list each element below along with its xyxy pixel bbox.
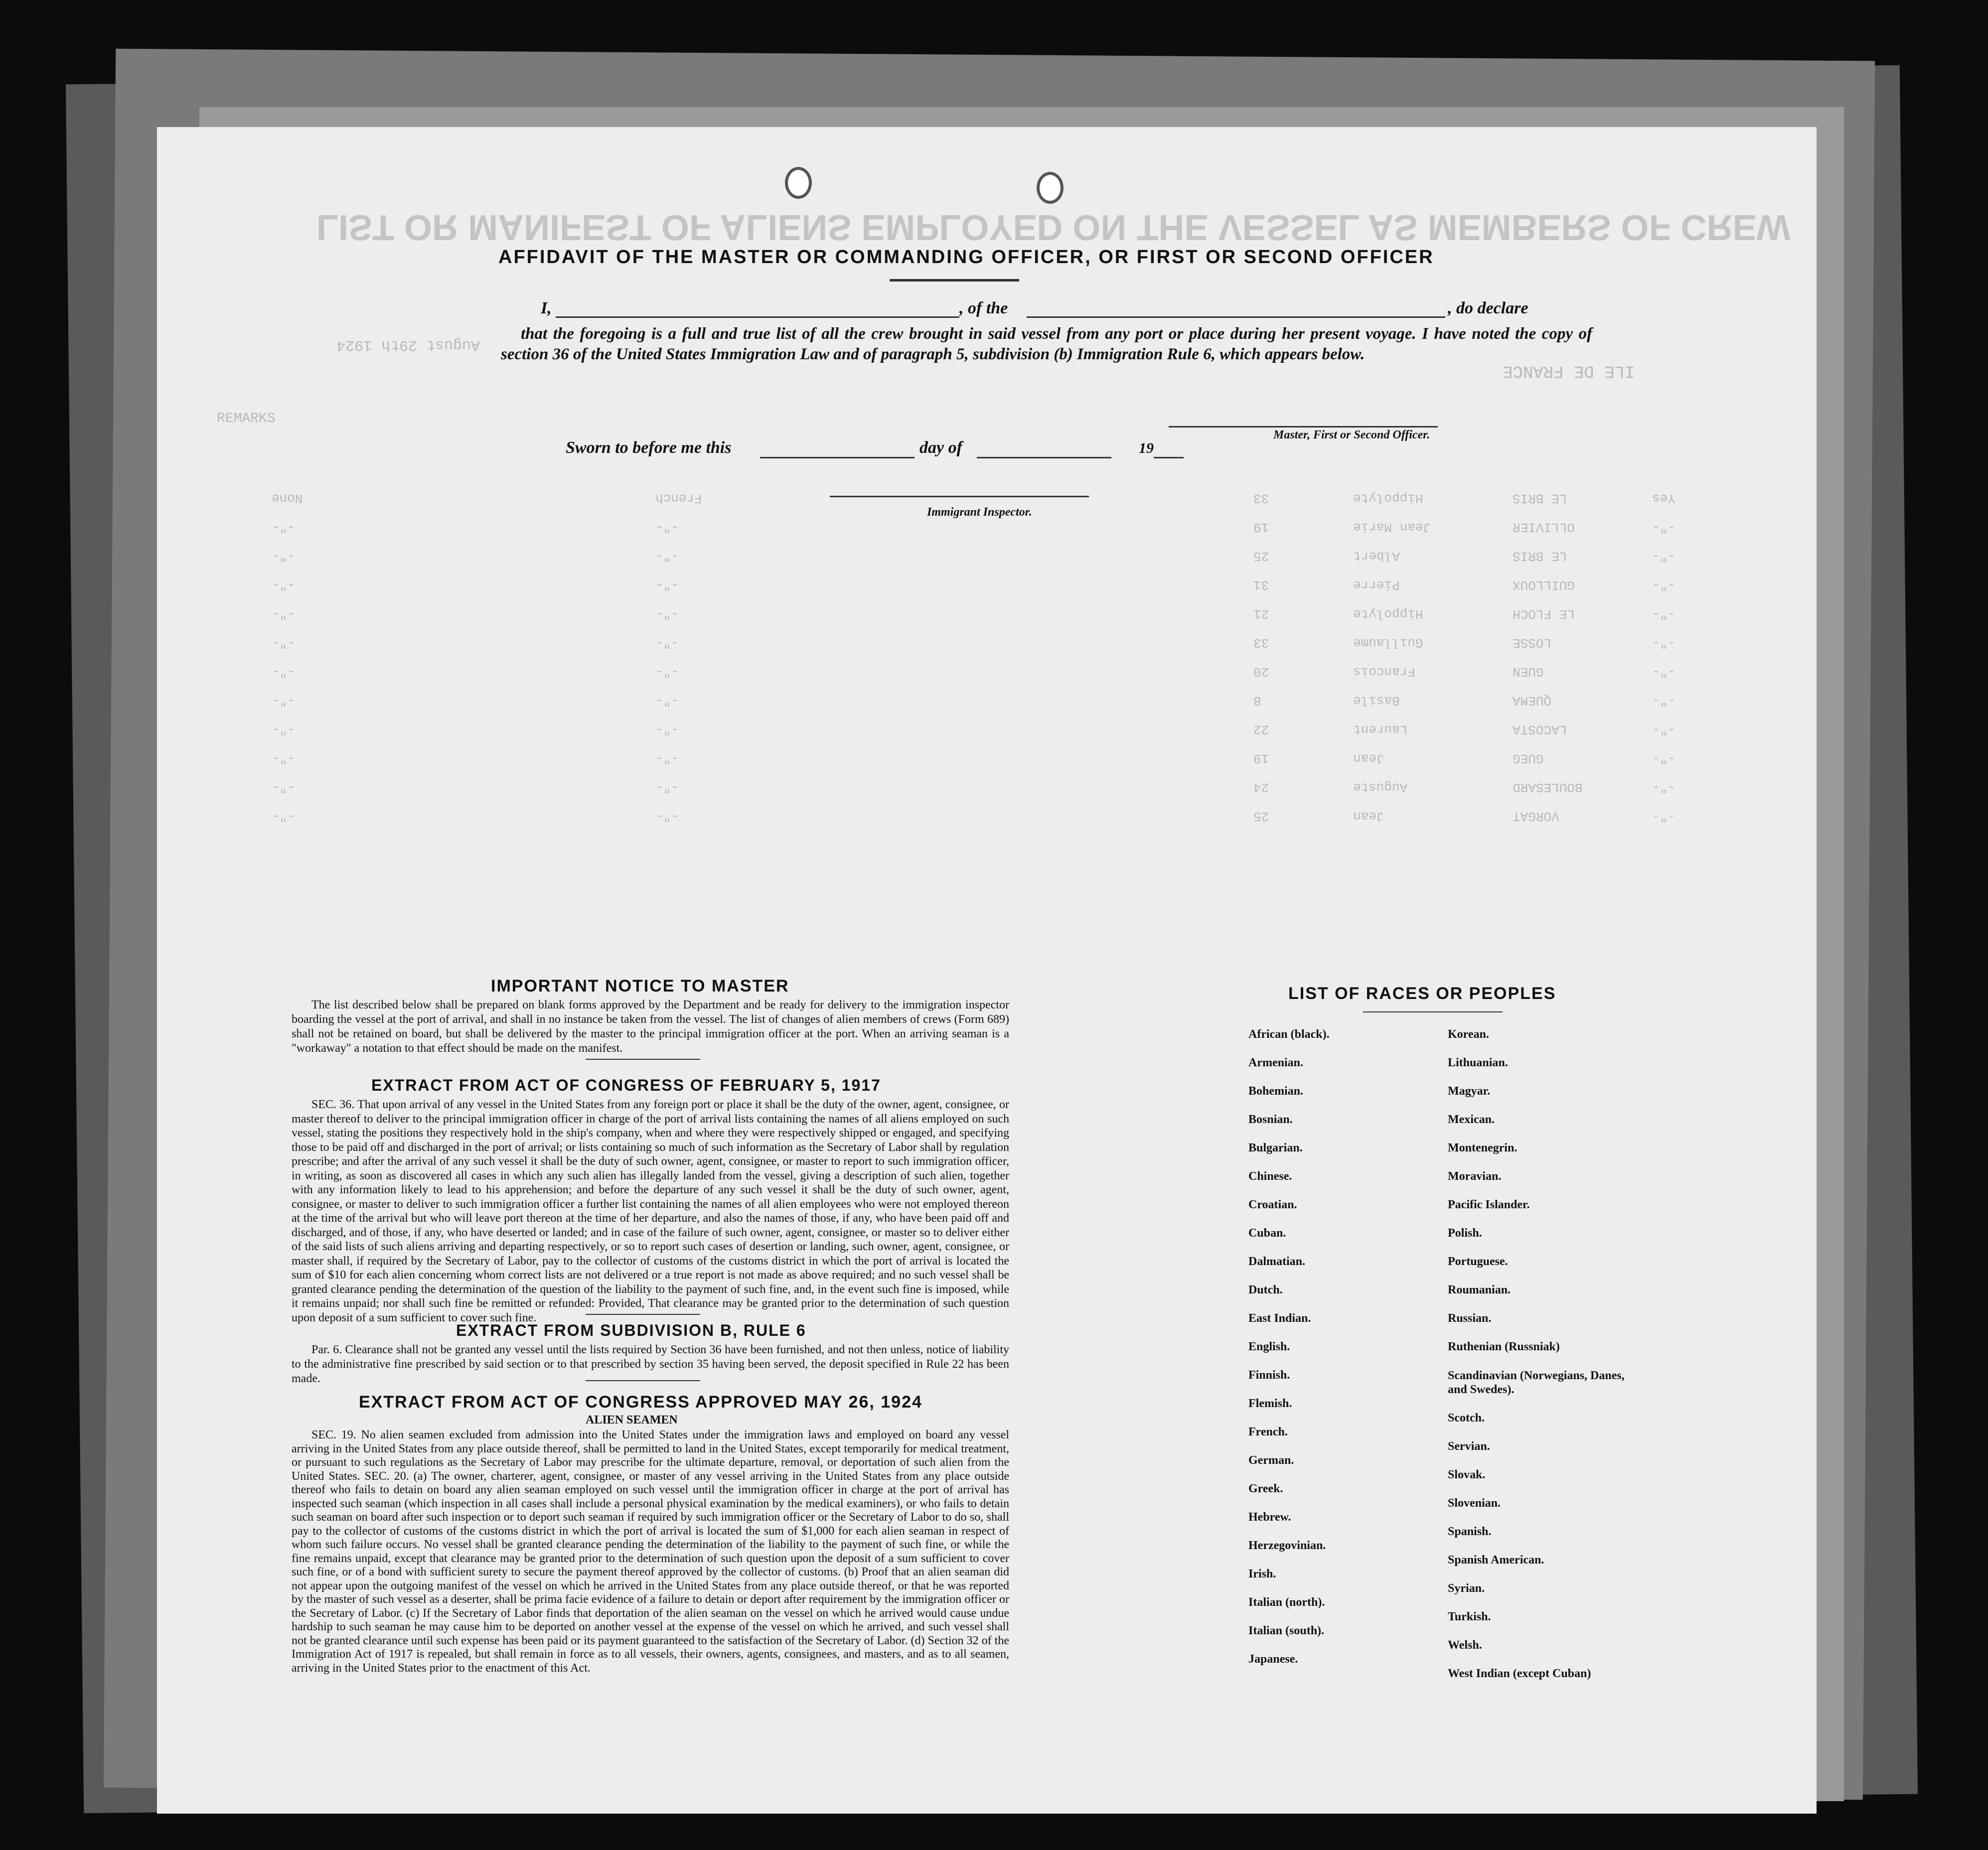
ghost-given-name: Jean (1353, 809, 1384, 824)
ghost-remark: -"- (272, 722, 295, 737)
race-item: Scandinavian (Norwegians, Danes, and Swedes). (1448, 1369, 1625, 1396)
day-of-label: day of (919, 438, 962, 457)
affidavit-of-the: , of the (959, 299, 1008, 317)
race-item: Spanish. (1448, 1525, 1492, 1538)
ghost-heading: LIST OR MANIFEST OF ALIENS EMPLOYED ON THE VESSEL AS MEMBERS OF CREW (316, 207, 1791, 247)
ghost-age: 25 (1253, 549, 1269, 564)
ghost-yes: -"- (1652, 751, 1676, 766)
notice-title: IMPORTANT NOTICE TO MASTER (491, 977, 789, 996)
race-item: Irish. (1248, 1567, 1276, 1580)
ghost-given-name: Hippolyte (1353, 491, 1423, 506)
races-title: LIST OF RACES OR PEOPLES (1288, 984, 1556, 1003)
ghost-remark: -"- (272, 549, 295, 564)
race-item: Japanese. (1248, 1653, 1298, 1666)
ghost-nationality: -"- (655, 549, 679, 564)
race-item: Greek. (1248, 1482, 1283, 1495)
ghost-age: 22 (1253, 722, 1269, 737)
ghost-nationality: -"- (655, 780, 679, 795)
ghost-age: 20 (1253, 664, 1269, 679)
affidavit-declare: , do declare (1448, 299, 1529, 317)
race-item: Finnish. (1248, 1369, 1290, 1382)
race-item: African (black). (1248, 1028, 1330, 1041)
ghost-surname: LE BRIS (1513, 549, 1567, 564)
ghost-yes: -"- (1652, 577, 1676, 592)
extract-rule6-title: EXTRACT FROM SUBDIVISION B, RULE 6 (456, 1321, 806, 1339)
master-caption: Master, First or Second Officer. (1273, 428, 1430, 441)
ghost-nationality: -"- (655, 520, 679, 535)
ghost-given-name: Jean Marie (1353, 520, 1431, 535)
race-item: East Indian. (1248, 1312, 1311, 1325)
ghost-age: 31 (1253, 577, 1269, 592)
race-item: Welsh. (1448, 1639, 1482, 1652)
race-item: Hebrew. (1248, 1511, 1291, 1524)
divider (890, 279, 1019, 282)
race-item: Dalmatian. (1248, 1255, 1305, 1268)
ghost-age: 19 (1253, 751, 1269, 766)
month-line (977, 457, 1111, 458)
sworn-label: Sworn to before me this (566, 438, 732, 457)
master-signature-line (1169, 426, 1438, 427)
race-item: Bohemian. (1248, 1085, 1304, 1098)
divider (586, 1314, 700, 1315)
race-item: Mexican. (1448, 1113, 1495, 1126)
ghost-remark: -"- (272, 751, 295, 766)
ghost-nationality: -"- (655, 809, 679, 824)
race-item: Slovak. (1448, 1468, 1486, 1481)
race-item: Bosnian. (1248, 1113, 1293, 1126)
extract-rule6-text: Par. 6. Clearance shall not be granted any vessel until the lists required by Section 36 have been furnished, and not then unless, notice of liability to the administrative fine prescribed by said section or to that prescribed by section 35 having been served, the deposit specified in Rule 22 has been made. (292, 1343, 1009, 1385)
year-label: 19 (1139, 440, 1154, 456)
race-item: English. (1248, 1340, 1290, 1353)
extract-1924-title: EXTRACT FROM ACT OF CONGRESS APPROVED MAY 26, 1924 (359, 1393, 922, 1412)
ghost-remark: None (272, 491, 303, 506)
ghost-yes: -"- (1652, 809, 1676, 824)
race-item: Syrian. (1448, 1582, 1485, 1595)
ghost-surname: LE FLOCH (1513, 606, 1575, 621)
race-item: German. (1248, 1454, 1294, 1467)
ghost-yes: -"- (1652, 780, 1676, 795)
ghost-age: 19 (1253, 520, 1269, 535)
extract-1917-title: EXTRACT FROM ACT OF CONGRESS OF FEBRUARY 5, 1917 (371, 1076, 881, 1094)
vessel-line (1027, 316, 1445, 318)
race-item: Montenegrin. (1448, 1141, 1518, 1154)
ghost-surname: LACOSTA (1513, 722, 1567, 737)
ghost-given-name: Albert (1353, 549, 1400, 564)
race-item: Scotch. (1448, 1412, 1485, 1424)
ghost-yes: -"- (1652, 520, 1676, 535)
race-item: Armenian. (1248, 1056, 1303, 1069)
ghost-given-name: Pierre (1353, 577, 1400, 592)
affidavit-body: that the foregoing is a full and true list of all the crew brought in said vessel from any port or place during her present voyage. I have noted the copy of section 36 of the United States Immigration Law and of paragraph 5, subdivision (b) Immigration Rule 6, which appears below. (501, 325, 1592, 363)
ghost-yes: -"- (1652, 722, 1676, 737)
ghost-surname: LOSSE (1513, 635, 1552, 650)
race-item: Cuban. (1248, 1227, 1286, 1240)
ghost-remark: -"- (272, 577, 295, 592)
race-item: Korean. (1448, 1028, 1489, 1041)
ghost-given-name: Auguste (1353, 780, 1408, 795)
ghost-surname: GUEN (1513, 664, 1544, 679)
extract-1924-text: SEC. 19. No alien seamen excluded from admission into the United States under the immigration laws and employed on board any vessel arriving in the United States from any place outside thereof, shall be permitted to land in the United States, except temporarily for medical treatment, or pursuant to such regulations as the Secretary of Labor may prescribe for the ultimate departure, removal, or deportation of such alien from the United States. SEC. 20. (a) The owner, charterer, agent, consignee, or master of any vessel arriving in the United States from any place outside thereof who fails to detain on board any alien seaman employed on such vessel until the immigration officer in charge at the port of arrival has inspected such seaman (which inspection in all cases shall include a personal physical examination by the medical examiners), or who fails to detain such seaman on board after such inspection or to deport such seaman if required by such immigration officer or the Secretary of Labor to do so, shall pay to the collector of customs of the customs district in which the port of arrival is located the sum of $1,000 for each alien seaman in respect of whom such failure occurs. No vessel shall be granted clearance pending the determination of the liability to the payment of such fine, or while the fine remains unpaid, except that clearance may be granted prior to the determination of such question upon the deposit of a sum sufficient to cover such fine, or of a bond with sufficient surety to secure the payment thereof approved by the collector of customs. (b) Proof that an alien seaman did not appear upon the outgoing manifest of the vessel on which he arrived in the United States from any place outside thereof, or that he was reported by the master of such vessel as a deserter, shall be prima facie evidence of a failure to detain or deport after requirement by the immigration officer or the Secretary of Labor. (c) If the Secretary of Labor finds that deportation of the alien seaman on the vessel on which he arrived would cause undue hardship to such seaman he may cause him to be deported on another vessel at the expense of the vessel on which he arrived, and such vessel shall not be granted clearance until such expense has been paid or its payment guaranteed to the satisfaction of the Secretary of Labor. (d) Section 32 of the Immigration Act of 1917 is repealed, but shall remain in force as to all vessels, their owners, agents, consignees, and masters, and as to all seamen, arriving in the United States prior to the enactment of this Act. (292, 1428, 1009, 1675)
ghost-given-name: Francois (1353, 664, 1415, 679)
notice-text: The list described below shall be prepared on blank forms approved by the Department and be ready for delivery to the immigration inspector boarding the vessel at the port of arrival, and shall in no instance be taken from the vessel. The list of changes of alien members of crews (Form 689) shall not be retained on board, but shall be delivered by the master to the principal immigration officer at the port. When an arriving seaman is a "workaway" a notation to that effect should be made on the manifest. (292, 998, 1009, 1055)
race-item: Slovenian. (1448, 1497, 1501, 1510)
ghost-given-name: Hippolyte (1353, 606, 1423, 621)
ghost-nationality: -"- (655, 751, 679, 766)
extract-1917-text: SEC. 36. That upon arrival of any vessel in the United States from any foreign port or place it shall be the duty of the owner, agent, consignee, or master thereof to deliver to the principal immigration officer in charge of the port of arrival lists containing the names of all aliens employed on such vessel, stating the positions they respectively hold in the ship's company, when and where they were respectively shipped or engaged, and specifying those to be paid off and discharged in the port of arrival; or lists containing so much of such information as the Secretary of Labor shall by regulation prescribe; and after the arrival of any such vessel it shall be the duty of such owner, agent, consignee, or master to report to such immigration officer, in writing, as soon as discovered all cases in which any such alien has illegally landed from the vessel, giving a description of such alien, together with any information likely to lead to his apprehension; and before the departure of any such vessel it shall be the duty of such owner, agent, consignee, or master to deliver to such immigration officer a further list containing the names of all alien employees who were not employed thereon at the time of the arrival but who will leave port thereon at the time of her departure, and also the names of those, if any, who have been paid off and discharged, and of those, if any, who have deserted or landed; and in case of the failure of such owner, agent, consignee, or master so to deliver either of the said lists of such aliens arriving and departing respectively, or so to report such cases of desertion or landing, such owner, agent, consignee, or master shall, if required by the Secretary of Labor, pay to the collector of customs of the customs district in which the port of arrival is located the sum of $10 for each alien concerning whom correct lists are not delivered or a true report is not made as above required; and no such vessel shall be granted clearance pending the determination of the question of the liability to the payment of such fine, and, in the event such fine is imposed, while it remains unpaid; nor shall such fine be remitted or refunded: Provided, That clearance may be granted prior to the determination of such question upon deposit of a sum sufficient to cover such fine. (292, 1098, 1009, 1324)
ghost-yes: -"- (1652, 693, 1676, 708)
ghost-remarks: REMARKS (217, 411, 276, 427)
race-item: Portuguese. (1448, 1255, 1508, 1268)
race-item: Magyar. (1448, 1085, 1491, 1098)
race-item: Chinese. (1248, 1170, 1292, 1183)
race-item: Russian. (1448, 1312, 1492, 1325)
race-item: Croatian. (1248, 1198, 1297, 1211)
ghost-nationality: French (655, 491, 702, 506)
race-item: Polish. (1448, 1227, 1482, 1240)
race-item: Turkish. (1448, 1610, 1491, 1623)
race-item: Lithuanian. (1448, 1056, 1508, 1069)
year-line (1154, 457, 1184, 458)
ghost-surname: QUEMA (1513, 693, 1552, 708)
ghost-nationality: -"- (655, 722, 679, 737)
extract-1924-subtitle: ALIEN SEAMEN (586, 1414, 678, 1426)
inspector-caption: Immigrant Inspector. (927, 506, 1032, 519)
ghost-date: August 29th 1924 (336, 336, 480, 353)
ghost-age: 21 (1253, 606, 1269, 621)
inspector-signature-line (830, 496, 1089, 497)
ghost-nationality: -"- (655, 635, 679, 650)
ghost-nationality: -"- (655, 693, 679, 708)
ghost-remark: -"- (272, 606, 295, 621)
punch-hole (785, 167, 812, 199)
divider (1363, 1011, 1503, 1012)
race-item: Bulgarian. (1248, 1141, 1303, 1154)
affidavit-title: AFFIDAVIT OF THE MASTER OR COMMANDING OFFICER, OR FIRST OR SECOND OFFICER (498, 247, 1434, 268)
ghost-surname: GUEG (1513, 751, 1544, 766)
ghost-remark: -"- (272, 780, 295, 795)
divider (586, 1380, 700, 1381)
document-page (157, 127, 1817, 1814)
ghost-remark: -"- (272, 520, 295, 535)
ghost-surname: VORGAT (1513, 809, 1559, 824)
race-item: Pacific Islander. (1448, 1198, 1530, 1211)
punch-hole (1037, 172, 1064, 204)
ghost-remark: -"- (272, 635, 295, 650)
ghost-remark: -"- (272, 693, 295, 708)
ghost-yes: -"- (1652, 635, 1676, 650)
ghost-yes: -"- (1652, 549, 1676, 564)
ghost-nationality: -"- (655, 606, 679, 621)
race-item: Roumanian. (1448, 1283, 1511, 1296)
ghost-surname: LE BRIS (1513, 491, 1567, 506)
races-left-column (1248, 1028, 1330, 1681)
races-right-column (1448, 1028, 1627, 1696)
ghost-age: 33 (1253, 491, 1269, 506)
race-item: Italian (south). (1248, 1624, 1325, 1637)
race-item: Herzegovinian. (1248, 1539, 1326, 1552)
ghost-age: 33 (1253, 635, 1269, 650)
race-item: Italian (north). (1248, 1596, 1325, 1609)
ghost-age: 24 (1253, 780, 1269, 795)
ghost-given-name: Laurent (1353, 722, 1408, 737)
race-item: Ruthenian (Russniak) (1448, 1340, 1560, 1353)
race-item: Moravian. (1448, 1170, 1502, 1183)
ghost-age: 8 (1253, 693, 1261, 708)
ghost-yes: Yes (1652, 491, 1676, 506)
race-item: West Indian (except Cuban) (1448, 1667, 1591, 1680)
race-item: Dutch. (1248, 1283, 1283, 1296)
race-item: Spanish American. (1448, 1554, 1544, 1566)
ghost-yes: -"- (1652, 606, 1676, 621)
ghost-vessel: ILE DE FRANCE (1503, 361, 1635, 380)
divider (586, 1059, 700, 1060)
ghost-remark: -"- (272, 664, 295, 679)
ghost-surname: BOULESARD (1513, 780, 1583, 795)
race-item: French. (1248, 1425, 1288, 1438)
affidavit-i: I, (541, 299, 552, 317)
ghost-surname: GUILLOUX (1513, 577, 1575, 592)
ghost-given-name: Basile (1353, 693, 1400, 708)
name-line (556, 316, 959, 318)
ghost-surname: OLLIVIER (1513, 520, 1575, 535)
ghost-nationality: -"- (655, 664, 679, 679)
ghost-age: 25 (1253, 809, 1269, 824)
ghost-remark: -"- (272, 809, 295, 824)
race-item: Flemish. (1248, 1397, 1292, 1410)
race-item: Servian. (1448, 1440, 1490, 1453)
ghost-given-name: Guillaume (1353, 635, 1423, 650)
ghost-given-name: Jean (1353, 751, 1384, 766)
ghost-yes: -"- (1652, 664, 1676, 679)
day-line (760, 457, 915, 458)
ghost-nationality: -"- (655, 577, 679, 592)
